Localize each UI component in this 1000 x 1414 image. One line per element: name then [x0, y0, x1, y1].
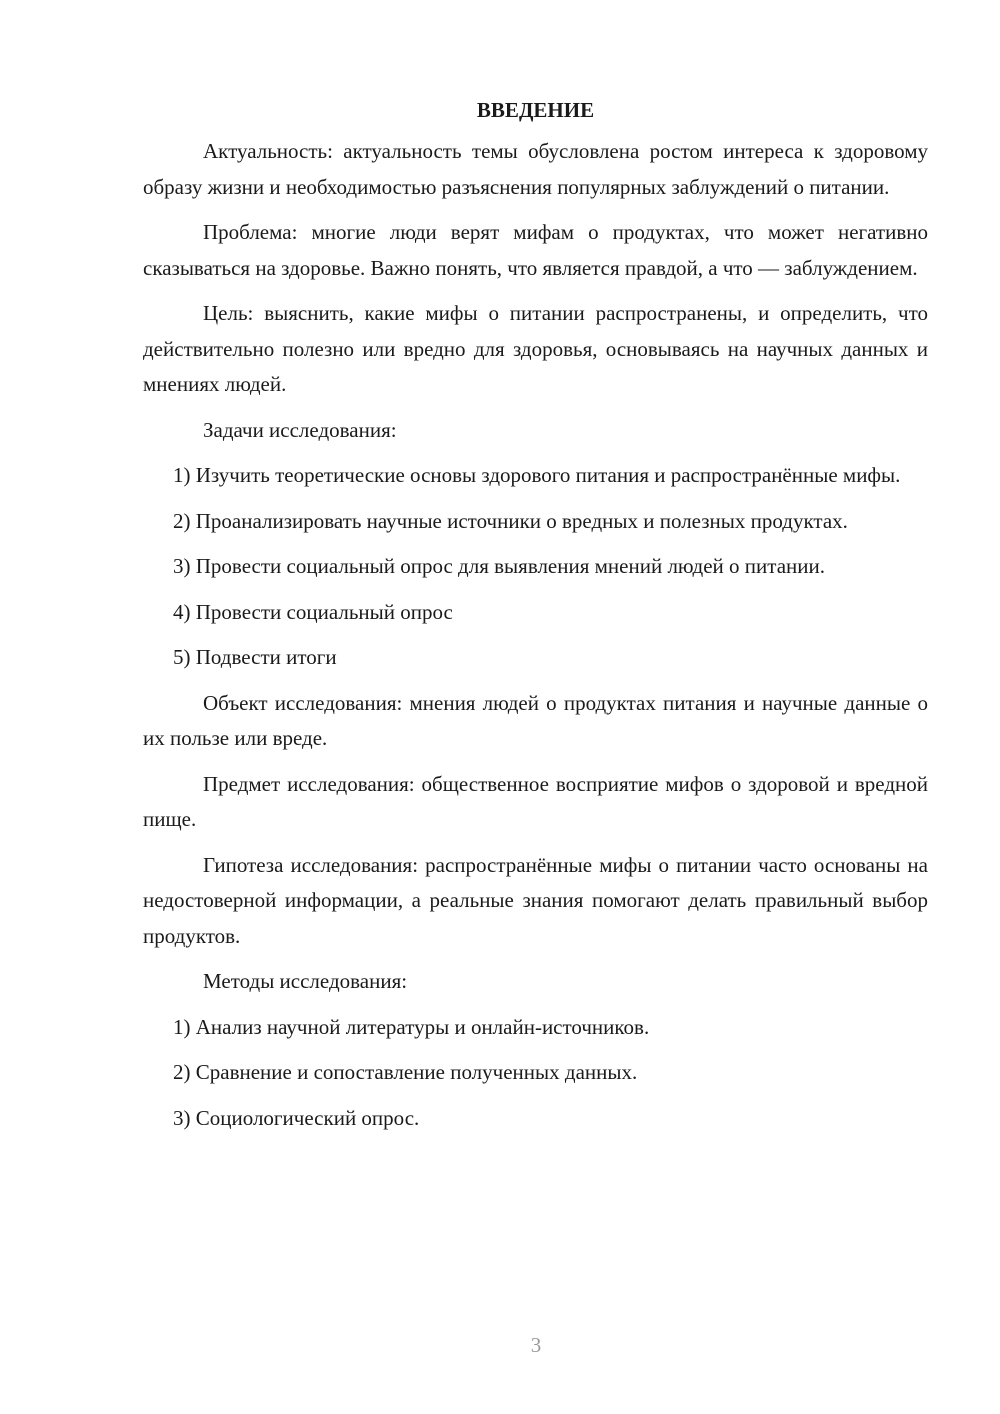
task-item-3: 3) Провести социальный опрос для выявления мнений людей о питании.: [173, 554, 825, 578]
paragraph-problem: Проблема: многие люди верят мифам о продуктах, что может негативно сказываться на здоровье. Важно понять, что является правдой, а что — заблуждением.: [143, 220, 928, 280]
method-item-2: 2) Сравнение и сопоставление полученных данных.: [173, 1060, 638, 1084]
tasks-title: Задачи исследования:: [203, 417, 397, 442]
paragraph-goal: Цель: выяснить, какие мифы о питании распространены, и определить, что действительно полезно или вредно для здоровья, основываясь на научных данных и мнениях людей.: [143, 301, 928, 396]
paragraph-relevance: Актуальность: актуальность темы обусловлена ростом интереса к здоровому образу жизни и необходимостью разъяснения популярных заблуждений о питании.: [143, 139, 928, 199]
method-item-1: 1) Анализ научной литературы и онлайн-источников.: [173, 1014, 650, 1039]
document-page: [143, 92, 928, 1146]
task-item-5: 5) Подвести итоги: [173, 645, 337, 669]
task-item-1: 1) Изучить теоретические основы здорового питания и распространённые мифы.: [173, 463, 901, 487]
section-heading: ВВЕДЕНИЕ: [476, 98, 595, 122]
method-item-3: 3) Социологический опрос.: [173, 1105, 420, 1130]
task-item-4: 4) Провести социальный опрос: [173, 599, 453, 624]
methods-title: Методы исследования:: [203, 969, 408, 993]
page-number: 3: [530, 1333, 542, 1357]
paragraph-hypothesis: Гипотеза исследования: распространённые мифы о питании часто основаны на недостоверной информации, а реальные знания помогают делать правильный выбор продуктов.: [143, 852, 928, 948]
task-item-2: 2) Проанализировать научные источники о вредных и полезных продуктах.: [173, 508, 848, 533]
paragraph-subject: Предмет исследования: общественное восприятие мифов о здоровой и вредной пище.: [143, 771, 928, 831]
paragraph-object: Объект исследования: мнения людей о продуктах питания и научные данные о их пользе или вреде.: [143, 690, 928, 750]
